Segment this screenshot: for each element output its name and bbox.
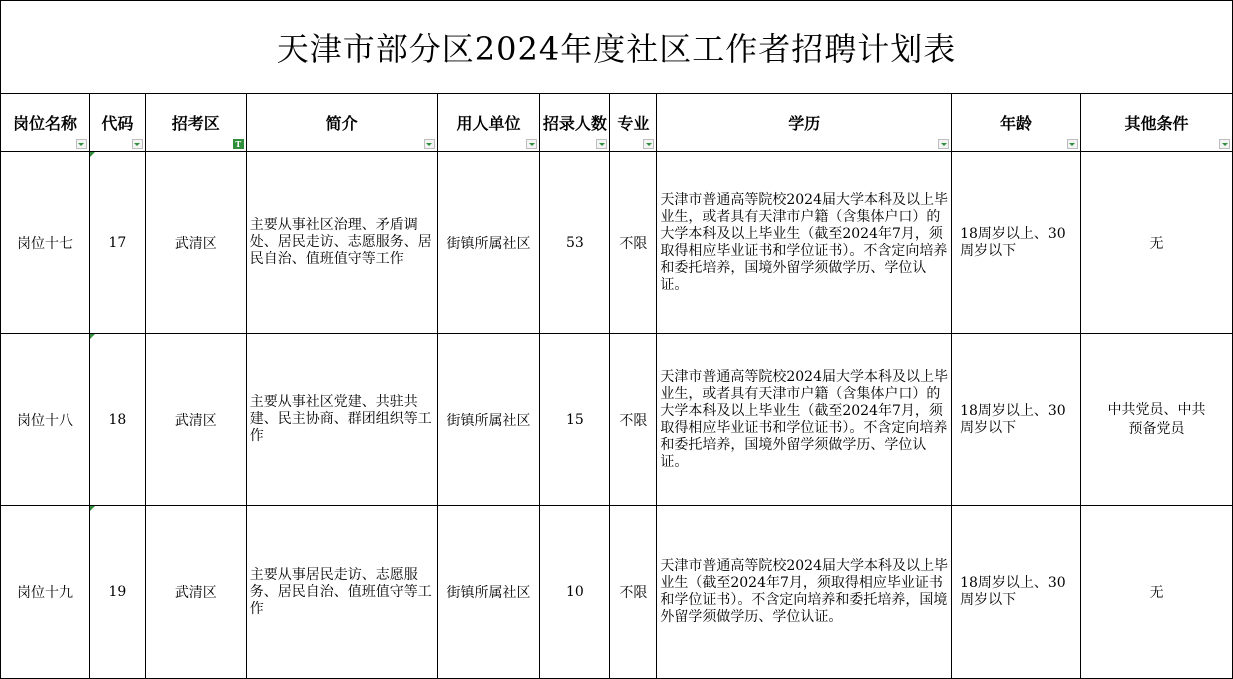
cell-district[interactable]: 武清区 — [145, 506, 246, 679]
filter-dropdown-icon[interactable] — [132, 139, 143, 149]
cell-intro[interactable]: 主要从事社区党建、共驻共建、民主协商、群团组织等工作 — [246, 334, 437, 506]
cell-major[interactable]: 不限 — [610, 506, 657, 679]
cell-age[interactable]: 18周岁以上、30周岁以下 — [952, 334, 1081, 506]
header-major: 专业 — [610, 94, 657, 152]
cell-code[interactable]: 19 — [89, 506, 145, 679]
filter-dropdown-icon[interactable] — [643, 139, 654, 149]
cell-district[interactable]: 武清区 — [145, 334, 246, 506]
header-name: 岗位名称 — [1, 94, 90, 152]
cell-education[interactable]: 天津市普通高等院校2024届大学本科及以上毕业生（截至2024年7月，须取得相应毕业证书和学位证书）。不含定向培养和委托培养，国境外留学须做学历、学位认证。 — [657, 506, 952, 679]
cell-employer[interactable]: 街镇所属社区 — [437, 152, 540, 334]
cell-name[interactable]: 岗位十七 — [1, 152, 90, 334]
recruitment-table — [0, 93, 1233, 679]
filter-dropdown-icon[interactable] — [1067, 139, 1078, 149]
title-bar — [0, 0, 1233, 93]
cell-age[interactable]: 18周岁以上、30周岁以下 — [952, 152, 1081, 334]
header-intro: 简介 — [246, 94, 437, 152]
page-title: 天津市部分区2024年度社区工作者招聘计划表 — [276, 30, 957, 68]
header-district: 招考区 T — [145, 94, 246, 152]
other-conditions-text: 中共党员、中共预备党员 — [1107, 401, 1206, 437]
cell-count[interactable]: 53 — [540, 152, 610, 334]
table-row — [1, 334, 1233, 506]
cell-count[interactable]: 15 — [540, 334, 610, 506]
table-row — [1, 152, 1233, 334]
table-row — [1, 506, 1233, 679]
cell-intro[interactable]: 主要从事居民走访、志愿服务、居民自治、值班值守等工作 — [246, 506, 437, 679]
filter-dropdown-icon[interactable] — [76, 139, 87, 149]
header-count: 招录人数 — [540, 94, 610, 152]
cell-age[interactable]: 18周岁以上、30周岁以下 — [952, 506, 1081, 679]
cell-employer[interactable]: 街镇所属社区 — [437, 506, 540, 679]
filter-dropdown-icon[interactable] — [526, 139, 537, 149]
cell-code[interactable]: 18 — [89, 334, 145, 506]
filter-dropdown-icon[interactable] — [1219, 139, 1230, 149]
header-code: 代码 — [89, 94, 145, 152]
cell-district[interactable]: 武清区 — [145, 152, 246, 334]
filter-dropdown-icon[interactable] — [424, 139, 435, 149]
cell-other[interactable] — [1080, 334, 1232, 506]
header-age: 年龄 — [952, 94, 1081, 152]
filter-active-icon[interactable]: T — [233, 139, 244, 149]
cell-other[interactable]: 无 — [1080, 506, 1232, 679]
filter-dropdown-icon[interactable] — [596, 139, 607, 149]
cell-employer[interactable]: 街镇所属社区 — [437, 334, 540, 506]
cell-code[interactable]: 17 — [89, 152, 145, 334]
header-employer: 用人单位 — [437, 94, 540, 152]
cell-name[interactable]: 岗位十八 — [1, 334, 90, 506]
header-other: 其他条件 — [1080, 94, 1232, 152]
cell-intro[interactable]: 主要从事社区治理、矛盾调处、居民走访、志愿服务、居民自治、值班值守等工作 — [246, 152, 437, 334]
cell-major[interactable]: 不限 — [610, 152, 657, 334]
cell-other[interactable]: 无 — [1080, 152, 1232, 334]
comment-marker-icon — [90, 506, 95, 511]
cell-count[interactable]: 10 — [540, 506, 610, 679]
comment-marker-icon — [90, 152, 95, 157]
filter-dropdown-icon[interactable] — [938, 139, 949, 149]
cell-name[interactable]: 岗位十九 — [1, 506, 90, 679]
cell-education[interactable]: 天津市普通高等院校2024届大学本科及以上毕业生，或者具有天津市户籍（含集体户口）的大学本科及以上毕业生（截至2024年7月，须取得相应毕业证书和学位证书）。不含定向培养和委托培养，国境外留学须做学历、学位认证。 — [657, 152, 952, 334]
cell-education[interactable]: 天津市普通高等院校2024届大学本科及以上毕业生，或者具有天津市户籍（含集体户口）的大学本科及以上毕业生（截至2024年7月，须取得相应毕业证书和学位证书）。不含定向培养和委托培养，国境外留学须做学历、学位认证。 — [657, 334, 952, 506]
comment-marker-icon — [90, 334, 95, 339]
header-education: 学历 — [657, 94, 952, 152]
header-row — [1, 94, 1233, 152]
cell-major[interactable]: 不限 — [610, 334, 657, 506]
